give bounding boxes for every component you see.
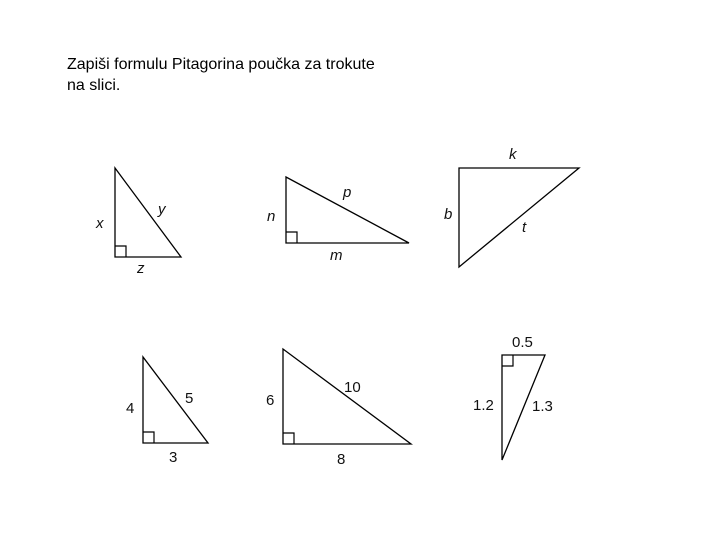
triangle-small-label-1-3: 1.3 — [532, 398, 553, 415]
triangle-kbt-label-k: k — [509, 146, 517, 163]
triangle-nmp-label-n: n — [267, 208, 276, 225]
triangle-nmp-label-m: m — [330, 247, 343, 264]
triangle-small-label-0-5: 0.5 — [512, 334, 533, 351]
triangle-xyz-shape — [115, 168, 181, 257]
triangle-6810 — [266, 349, 411, 468]
triangle-345-right-angle — [143, 432, 154, 443]
triangle-6810-label-6: 6 — [266, 392, 275, 409]
triangle-nmp-right-angle — [286, 232, 297, 243]
triangle-345-shape — [143, 357, 208, 443]
triangle-6810-right-angle — [283, 433, 294, 444]
triangle-345-label-3: 3 — [169, 449, 178, 466]
triangle-345 — [126, 357, 208, 466]
triangle-kbt-shape — [459, 168, 579, 267]
triangle-6810-shape — [283, 349, 411, 444]
triangle-small-right-angle — [502, 355, 513, 366]
triangle-345-label-5: 5 — [185, 390, 194, 407]
triangle-nmp — [267, 177, 409, 264]
triangle-kbt — [444, 146, 579, 267]
triangle-kbt-label-b: b — [444, 206, 453, 223]
triangle-small-label-1-2: 1.2 — [473, 397, 494, 414]
triangle-345-label-4: 4 — [126, 400, 135, 417]
triangle-xyz — [95, 168, 181, 277]
triangle-kbt-label-t: t — [522, 219, 527, 236]
triangle-6810-label-10: 10 — [344, 379, 361, 396]
triangle-6810-label-8: 8 — [337, 451, 346, 468]
instruction-line-2: na slici. — [67, 77, 121, 94]
triangle-xyz-right-angle — [115, 246, 126, 257]
triangle-small — [473, 334, 553, 460]
triangle-xyz-label-y: y — [158, 201, 166, 218]
triangle-xyz-label-x: x — [96, 215, 104, 232]
triangle-nmp-label-p: p — [343, 184, 352, 201]
instruction-line-1: Zapiši formulu Pitagorina poučka za trokute — [67, 56, 375, 73]
triangle-xyz-label-z: z — [137, 260, 145, 277]
